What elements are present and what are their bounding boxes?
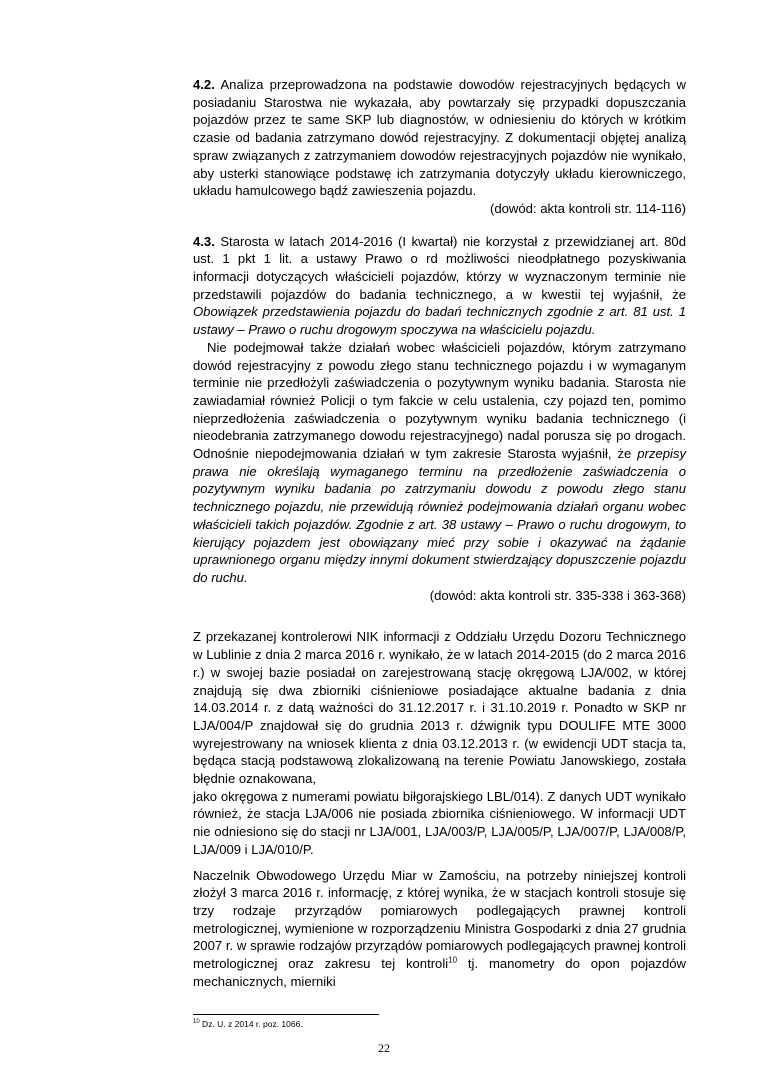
- paragraph-text-continued: jako okręgowa z numerami powiatu biłgorajskiego LBL/014). Z danych UDT wynikało również, że stacja LJA/006 nie posiada zbiornika ciśnieniowego. W informacji UDT nie odniesiono się do stacji nr LJA/001, LJA/003/P, LJA/005/P, LJA/007/P, LJA/008/P, LJA/009 i LJA/010/P.: [193, 788, 686, 857]
- paragraph-text: Z przekazanej kontrolerowi NIK informacji z Oddziału Urzędu Dozoru Technicznego w Lublinie z dnia 2 marca 2016 r. wynikało, że w latach 2014-2015 (do 2 marca 2016 r.) w swojej bazie posiadał on zarejestrowaną stację okręgową LJA/002, w której znajdują się dwa zbiorniki ciśnieniowe posiadające aktualne badania z dnia 14.03.2014 r. z datą ważności do 31.12.2017 r. i 31.10.2019 r. Ponadto w SKP nr LJA/004/P znajdował się do grudnia 2013 r. dźwignik typu DOULIFE MTE 3000 wyrejestrowany na wniosek klienta z dnia 03.12.2013 r. (w ewidencji UDT stacja ta, będąca stacją podstawową zlokalizowaną na terenie Powiatu Janowskiego, została błędnie oznakowana,: [193, 629, 686, 787]
- section-text: Starosta w latach 2014-2016 (I kwartał) nie korzystał z przewidzianej art. 80d ust. 1 pkt 1 lit. a ustawy Prawo o rd możliwości nieodpłatnego pozyskiwania informacji dotyczących właścicieli pojazdów, którzy w wyznaczonym terminie nie przedstawili pojazdów do badania technicznego, a w kwestii tej wyjaśnił, że: [193, 233, 686, 302]
- footnote: [193, 1019, 303, 1030]
- page-number: 22: [378, 1041, 390, 1055]
- measures-paragraph: [193, 867, 686, 991]
- footnote-number: 10: [193, 1019, 200, 1026]
- udt-paragraph: [193, 628, 686, 858]
- paragraph-text: Naczelnik Obwodowego Urzędu Miar w Zamościu, na potrzeby niniejszej kontroli złożył 3 marca 2016 r. informację, z której wynika, że w stacjach kontroli stosuje się trzy rodzaje przyrządów pomiarowych podlegających prawnej kontroli metrologicznej, wymienione w rozporządzeniu Ministra Gospodarki z dnia 27 grudnia 2007 r. w sprawie rodzajów przyrządów pomiarowych podlegających prawnej kontroli metrologicznej oraz zakresu tej kontroli: [193, 867, 686, 972]
- footnote-text: Dz. U. z 2014 r. poz. 1066.: [199, 1019, 303, 1029]
- section-4-2-paragraph: [193, 76, 686, 200]
- evidence-reference: (dowód: akta kontroli str. 114-116): [489, 200, 686, 216]
- footnote-reference[interactable]: 10: [448, 955, 458, 965]
- quoted-explanation: przepisy prawa nie określają wymaganego terminu na przedłożenie zaświadczenia o pozytywnym wyniku badania po zatrzymaniu dowodu z powodu złego stanu technicznego pojazdu, nie przewidują również podejmowania działań organu wobec właścicieli takich pojazdów. Zgodnie z art. 38 ustawy – Prawo o ruchu drogowym, to kierujący pojazdem jest obowiązany mieć przy sobie i okazywać na żądanie uprawnionego organu między innymi dokument stwierdzający dopuszczenie pojazdu do ruchu.: [193, 446, 686, 585]
- paragraph-text: Nie podejmował także działań wobec właścicieli pojazdów, którym zatrzymano dowód rejestracyjny z powodu złego stanu technicznego pojazdu i w wymaganym terminie nie przedłożyli zaświadczenia o pozytywnym wyniku badania. Starosta nie zawiadamiał również Policji o tym fakcie w celu ustalenia, czy pojazd ten, pomimo nieprzedłożenia zaświadczenia o pozytywnym wyniku badania technicznego (i nieodebrania zatrzymanego dowodu rejestracyjnego) nadal porusza się po drogach. Odnośnie niepodejmowania działań w tym zakresie Starosta wyjaśnił, że: [193, 339, 686, 462]
- section-4-3-paragraph-2: [193, 339, 686, 587]
- section-number: 4.2.: [193, 77, 215, 92]
- footnote-divider: [193, 1014, 379, 1015]
- paragraph-text-end: tj. manometry do opon pojazdów mechanicznych, mierniki: [193, 956, 686, 989]
- evidence-reference: (dowód: akta kontroli str. 335-338 i 363-368): [429, 587, 686, 603]
- section-text: Analiza przeprowadzona na podstawie dowodów rejestracyjnych będących w posiadaniu Starostwa nie wykazała, aby powtarzały się przypadki dopuszczania pojazdów przez te same SKP lub diagnostów, w odniesieniu do których w krótkim czasie od badania zatrzymano dowód rejestracyjny. Z dokumentacji objętej analizą spraw związanych z zatrzymaniem dowodów rejestracyjnych pojazdów nie wynikało, aby usterki stanowiące podstawę ich zatrzymania dotyczyły układu kierowniczego, układu hamulcowego bądź zawieszenia pojazdu.: [193, 77, 686, 199]
- quoted-explanation: Obowiązek przedstawienia pojazdu do badań technicznych zgodnie z art. 81 ust. 1 ustawy – Prawo o ruchu drogowym spoczywa na właścicielu pojazdu.: [193, 304, 686, 338]
- page-content: [193, 76, 686, 990]
- section-number: 4.3.: [193, 233, 215, 249]
- section-4-3-paragraph: [193, 233, 686, 339]
